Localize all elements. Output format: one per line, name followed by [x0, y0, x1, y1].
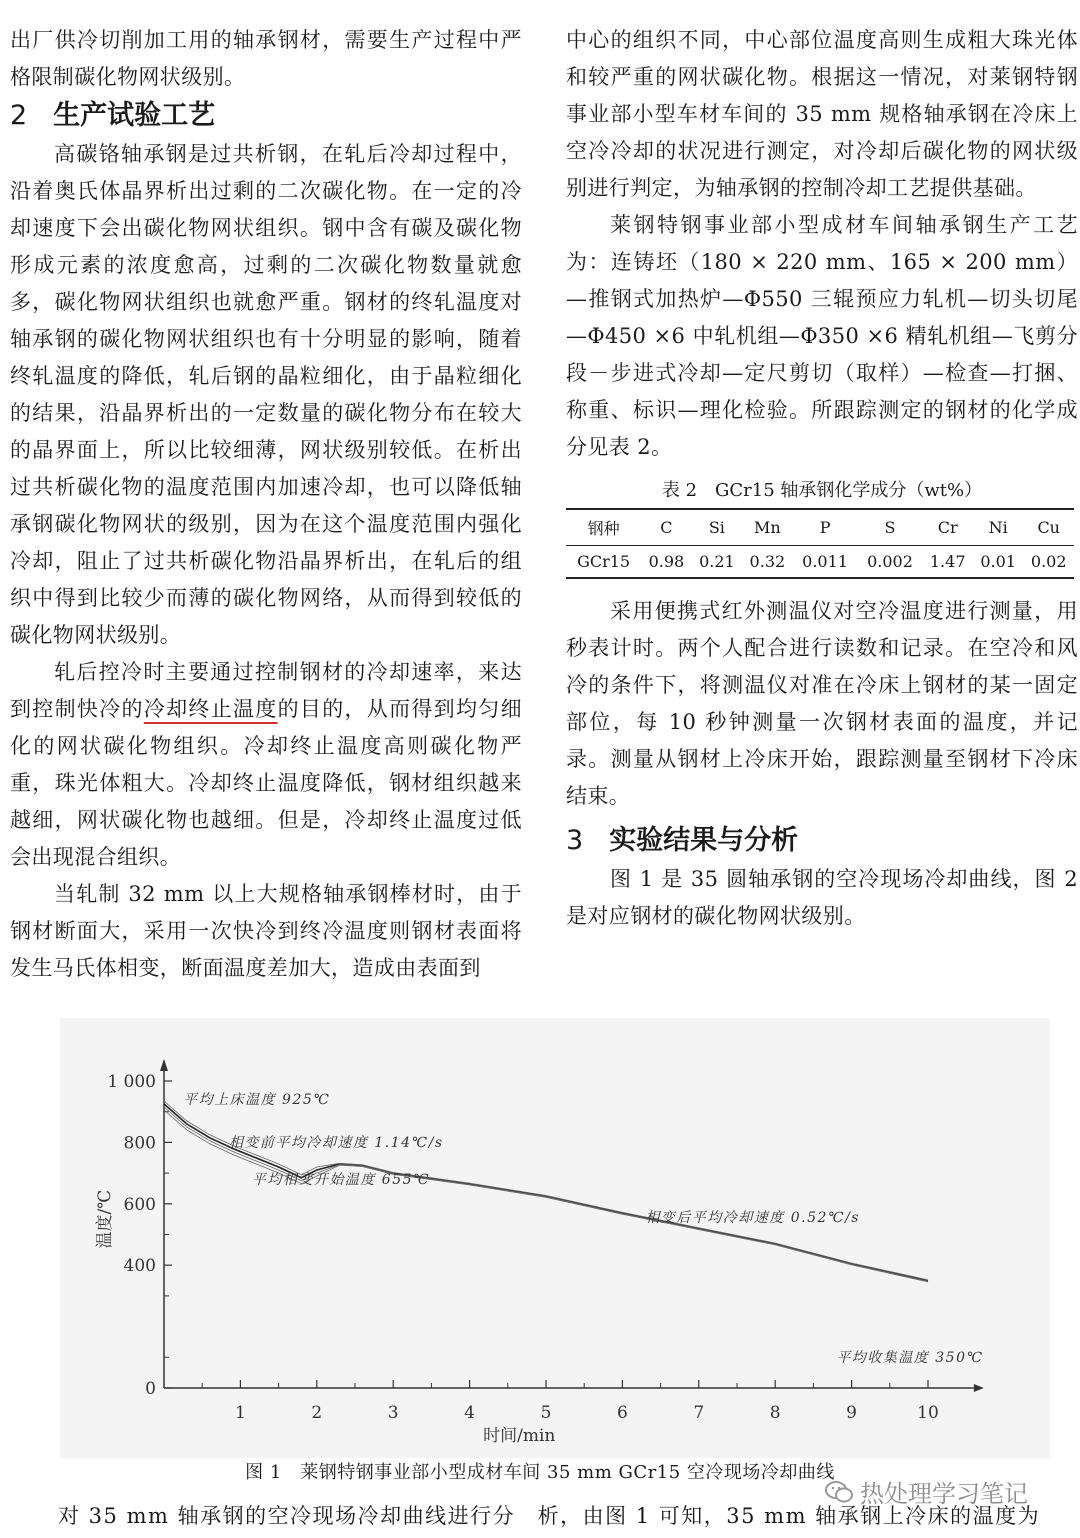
paragraph-measurement-method: 采用便携式红外测温仪对空冷温度进行测量，用秒表计时。两个人配合进行读数和记录。在空冷和风冷的条件下，将测温仪对准在冷床上钢材的某一固定部位，每 10 秒钟测量一次钢材表面的温度，并记录。测量从钢材上冷床开始，跟踪测量至钢材下冷床结束。: [566, 599, 1078, 808]
figure-caption: 图 1 莱钢特钢事业部小型成材车间 35 mm GCr15 空冷现场冷却曲线: [245, 1462, 835, 1483]
y-tick-label: 400: [123, 1256, 156, 1277]
section-title: 生产试验工艺: [53, 100, 216, 131]
y-tick-label: 1 000: [107, 1072, 156, 1092]
y-axis-label: 温度/℃: [95, 1189, 115, 1249]
table-cell: 0.98: [648, 552, 685, 571]
x-tick-label: 1: [234, 1403, 246, 1423]
table-header: P: [819, 518, 831, 537]
table-header-row: [566, 509, 1074, 546]
chart-annotation: 相变后平均冷却速度 0.52℃/s: [645, 1210, 861, 1227]
section-3-heading: [566, 821, 1078, 861]
table-title: 表 2 GCr15 轴承钢化学成分（wt%）: [661, 480, 983, 501]
underlined-term: 冷却终止温度: [143, 697, 278, 721]
spacer: [566, 579, 1078, 593]
x-tick-label: 9: [846, 1403, 858, 1423]
paragraph-results-intro: 图 1 是 35 圆轴承钢的空冷现场冷却曲线，图 2 是对应钢材的碳化物网状级别。: [566, 867, 1078, 928]
table-cell: 0.01: [980, 552, 1016, 571]
y-tick-label: 800: [123, 1133, 156, 1154]
text-segment: 的目的，从而得到均匀细化的网状碳化物组织。冷却终止温度高则碳化物严重，珠光体粗大。冷却终止温度降低，钢材组织越来越细，网状碳化物也越细。但是，冷却终止温度过低会出现混合组织。: [10, 697, 522, 869]
table-header: S: [884, 518, 896, 537]
table-header: 钢种: [587, 519, 620, 538]
section-number: 3: [566, 825, 584, 856]
x-axis-arrow-icon: [974, 1384, 984, 1392]
table-cell: 0.011: [802, 552, 848, 571]
cooling-curve-figure: [60, 1018, 1050, 1458]
table-header: Ni: [988, 518, 1008, 537]
left-column: [10, 22, 522, 987]
paragraph-center-structure: 中心的组织不同，中心部位温度高则生成粗大珠光体和较严重的网状碳化物。根据这一情况，对莱钢特钢事业部小型车材车间的 35 mm 规格轴承钢在冷床上空冷冷却的状况进行测定，对冷却后碳化物的网状级别进行判定，为轴承钢的控制冷却工艺提供基础。: [566, 28, 1078, 200]
x-tick-label: 10: [917, 1403, 939, 1423]
x-tick-label: 2: [311, 1403, 323, 1423]
chart-annotation: 平均上床温度 925℃: [183, 1092, 331, 1109]
watermark-text: 热处理学习笔记: [860, 1480, 1028, 1508]
paragraph-analysis-start: 对 35 mm 轴承钢的空冷现场冷却曲线进行分 析，由图 1 可知，35 mm 轴承钢上冷床的温度为: [58, 1504, 1041, 1528]
table-cell: 0.21: [699, 552, 735, 571]
x-tick-label: 5: [540, 1403, 552, 1423]
table-header: Cr: [937, 518, 958, 537]
table-header: Mn: [754, 518, 781, 537]
cooling-curve-line: [164, 1101, 928, 1280]
table-row: [566, 546, 1074, 579]
section-number: 2: [10, 100, 28, 131]
paragraph-large-bars: 当轧制 32 mm 以上大规格轴承钢棒材时，由于钢材断面大，采用一次快冷到终冷温度则钢材表面将发生马氏体相变，断面温度差加大，造成由表面到: [10, 882, 522, 980]
chemical-composition-table: [566, 508, 1074, 579]
x-tick-label: 8: [769, 1403, 781, 1423]
text-segment: 轧后控冷时主要通过控制钢材的冷却速率，来达到控制快冷的: [10, 660, 522, 721]
table-cell: 0.02: [1030, 552, 1067, 571]
chart-annotation: 相变前平均冷却速度 1.14℃/s: [228, 1135, 444, 1152]
chart-annotation: 平均相变开始温度 655℃: [251, 1171, 431, 1188]
x-tick-label: 3: [387, 1403, 399, 1423]
section-2-heading: [10, 96, 522, 136]
paragraph-controlled-cooling: [10, 654, 522, 876]
chart-annotation: 平均收集温度 350℃: [836, 1349, 984, 1366]
section-title: 实验结果与分析: [609, 825, 799, 856]
table-cell: 0.32: [749, 552, 786, 571]
table-header: C: [660, 518, 673, 537]
table-header: Cu: [1037, 518, 1060, 537]
y-tick-label: 0: [145, 1379, 156, 1399]
paragraph-carbide-network: 高碳铬轴承钢是过共析钢，在轧后冷却过程中，沿着奥氏体晶界析出过剩的二次碳化物。在一定的冷却速度下会出碳化物网状组织。钢中含有碳及碳化物形成元素的浓度愈高，过剩的二次碳化物数量就愈多，碳化物网状组织也就愈严重。钢材的终轧温度对轴承钢的碳化物网状组织也有十分明显的影响，随着终轧温度的降低，轧后钢的晶粒细化，由于晶粒细化的结果，沿晶界析出的一定数量的碳化物分布在较大的晶界面上，所以比较细薄，网状级别较低。在析出过共析碳化物的温度范围内加速冷却，也可以降低轴承钢碳化物网状的级别，因为在这个温度范围内强化冷却，阻止了过共析碳化物沿晶界析出，在轧后的组织中得到比较少而薄的碳化物网络，从而得到较低的碳化物网状级别。: [10, 142, 522, 647]
y-axis-arrow-icon: [160, 1059, 168, 1071]
cooling-curve-chart: [60, 1018, 1050, 1458]
paragraph-process-route: 莱钢特钢事业部小型成材车间轴承钢生产工艺为：连铸坯（180 × 220 mm、165 × 200 mm）—推钢式加热炉—Φ550 三辊预应力轧机—切头切尾—Φ450 ×6 中轧机组—Φ350 ×6 精轧机组—飞剪分段－步进式冷却—定尺剪切（取样）—检查—打捆、称重、标识—理化检验。所跟踪测定的钢材的化学成分见表 2。: [566, 213, 1078, 459]
y-tick-label: 600: [123, 1194, 156, 1215]
table-cell: GCr15: [577, 552, 631, 571]
table-cell: 1.47: [929, 552, 966, 571]
right-column: [566, 22, 1078, 935]
table-cell: 0.002: [867, 552, 913, 571]
x-tick-label: 6: [616, 1403, 628, 1423]
x-tick-label: 7: [693, 1403, 705, 1423]
table-header: Si: [708, 518, 725, 537]
x-axis-label: 时间/min: [483, 1426, 556, 1446]
paragraph-intro-tail: 出厂供冷切削加工用的轴承钢材，需要生产过程中严格限制碳化物网状级别。: [10, 28, 522, 89]
x-tick-label: 4: [464, 1403, 476, 1423]
